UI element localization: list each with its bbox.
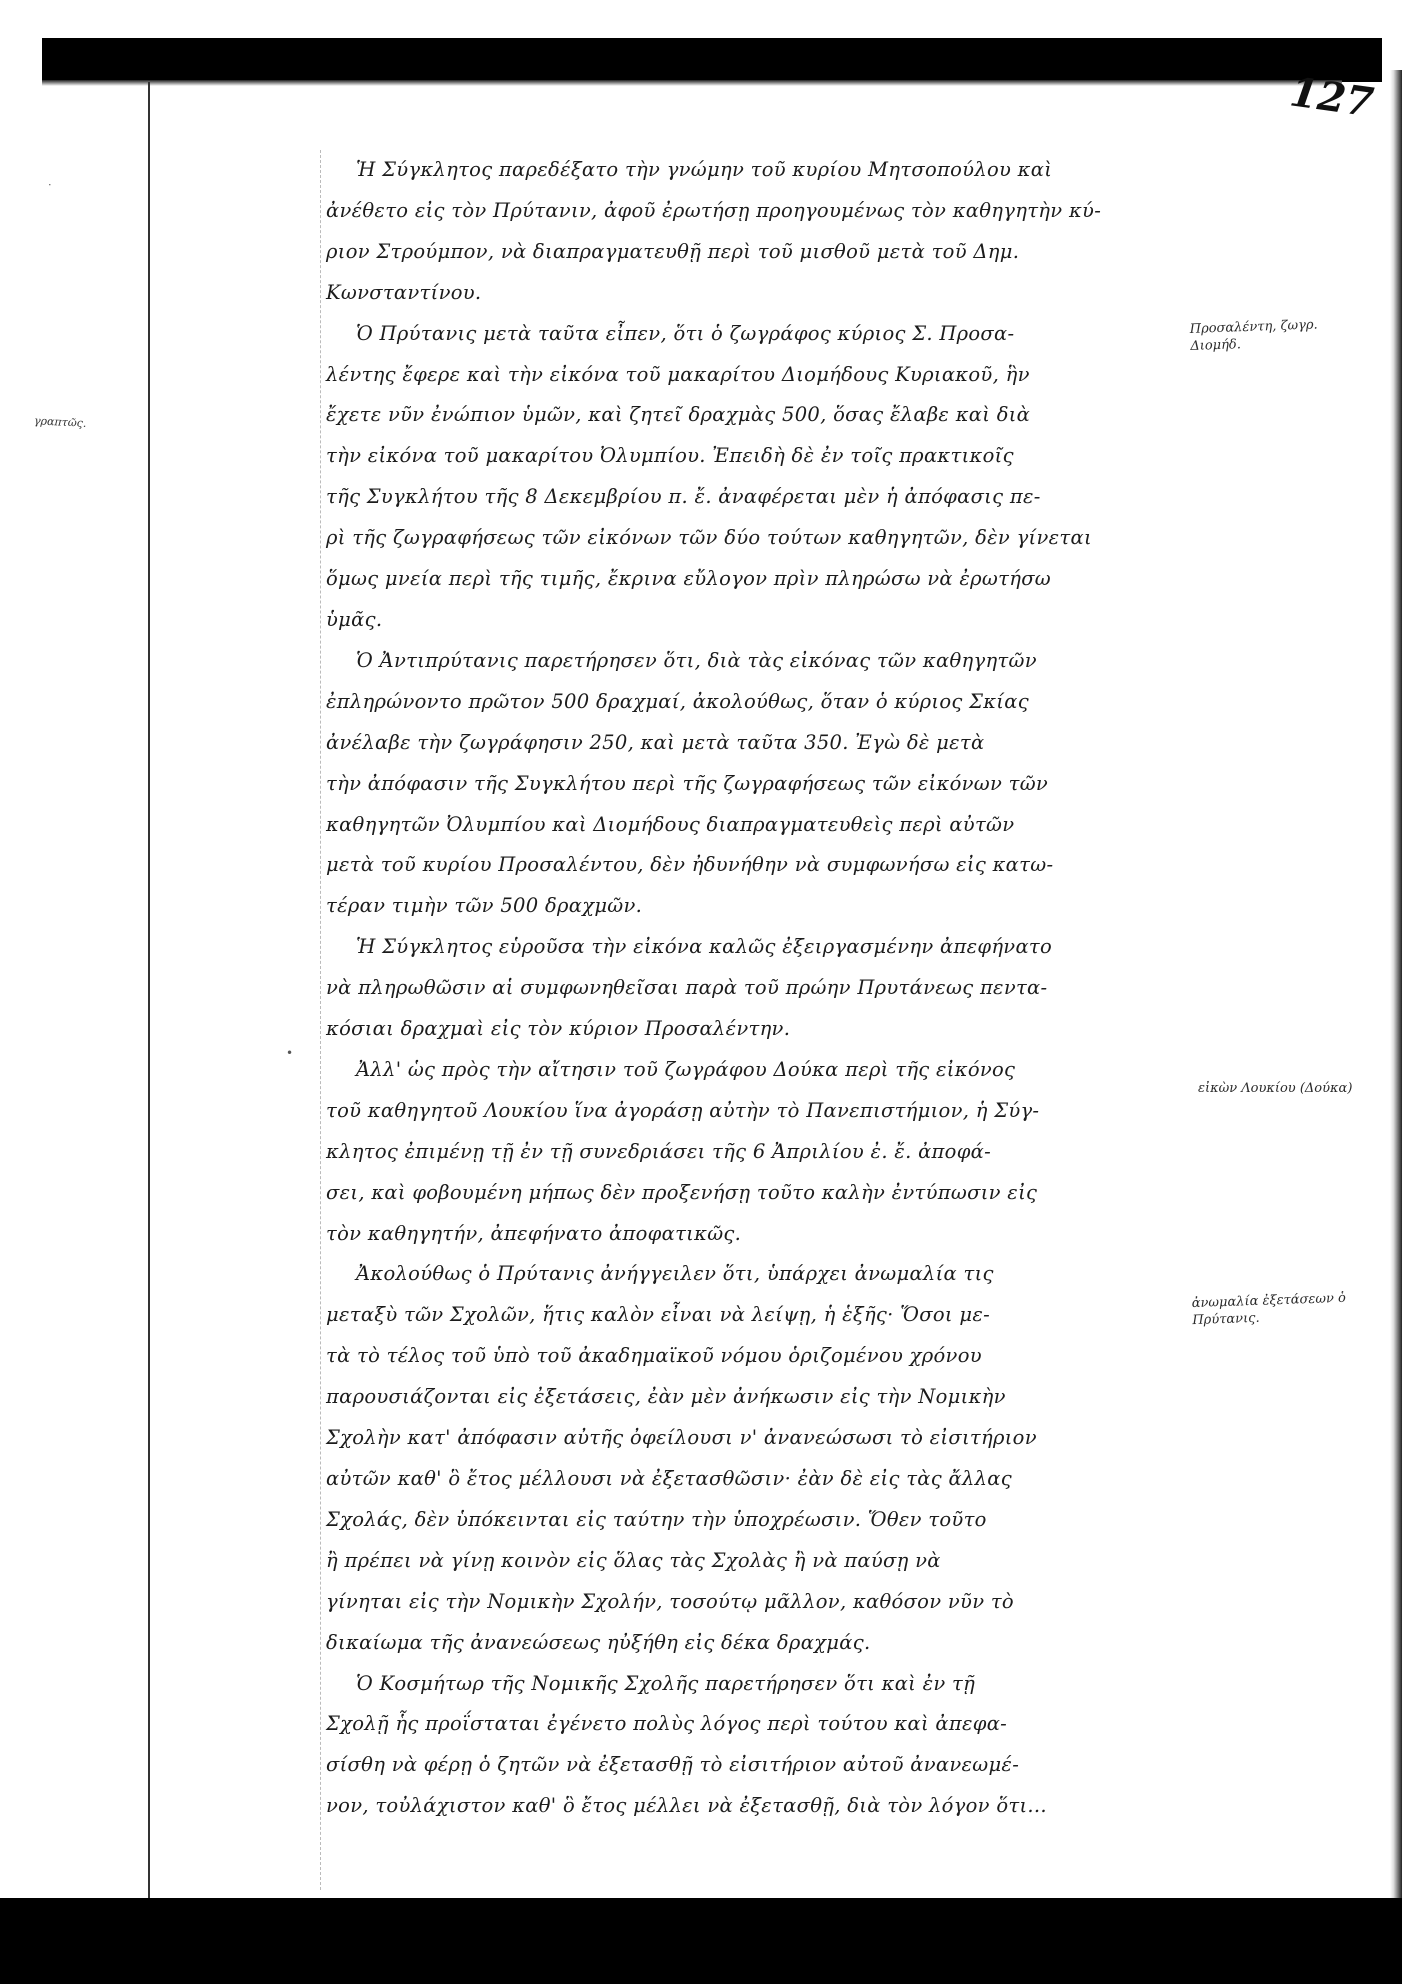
paragraph: Ἀκολούθως ὁ Πρύτανις ἀνήγγειλεν ὅτι, ὑπάρχει ἀνωμαλία τις μεταξὺ τῶν Σχολῶν, ἥτις καλὸν εἶναι νὰ λείψῃ, ἡ ἑξῆς· Ὅσοι με- τὰ τὸ τέλος τοῦ ὑπὸ τοῦ ἀκαδημαϊκοῦ νόμου ὁριζομένου χρόνου παρουσιάζονται εἰς ἐξετάσεις, ἐὰν μὲν ἀνήκωσιν εἰς τὴν Νομικὴν Σχολὴν κατ' ἀπόφασιν αὐτῆς ὀφείλουσι ν' ἀνανεώσωσι τὸ εἰσιτήριον αὐτῶν καθ' ὃ ἔτος μέλλουσι νὰ ἐξετασθῶσιν· ἐὰν δὲ εἰς τὰς ἄλλας Σχολάς, δὲν ὑπόκεινται εἰς ταύτην τὴν ὑποχρέωσιν. Ὅθεν τοῦτο ἢ πρέπει νὰ γίνῃ κοινὸν εἰς ὅλας τὰς Σχολὰς ἢ νὰ παύσῃ νὰ γίνηται εἰς τὴν Νομικὴν Σχολήν, τοσούτῳ μᾶλλον, καθόσον νῦν τὸ δικαίωμα τῆς ἀνανεώσεως ηὐξήθη εἰς δέκα δραχμάς.: [326, 1262, 1037, 1654]
scan-border-bottom: [0, 1898, 1402, 1984]
paragraph: Ἀλλ' ὡς πρὸς τὴν αἴτησιν τοῦ ζωγράφου Δούκα περὶ τῆς εἰκόνος τοῦ καθηγητοῦ Λουκίου ἵνα ἀγοράσῃ αὐτὴν τὸ Πανεπιστήμιον, ἡ Σύγ- κλητος ἐπιμένῃ τῇ ἐν τῇ συνεδριάσει τῆς 6 Ἀπριλίου ἐ. ἔ. ἀποφά- σει, καὶ φοβουμένη μήπως δὲν προξενήσῃ τοῦτο καλὴν ἐντύπωσιν εἰς τὸν καθηγητήν, ἀπεφήνατο ἀποφατικῶς.: [326, 1057, 1040, 1245]
margin-note: Προσαλέντη, ζωγρ. Διομήδ.: [1189, 317, 1318, 354]
paragraph: Ὁ Κοσμήτωρ τῆς Νομικῆς Σχολῆς παρετήρησεν ὅτι καὶ ἐν τῇ Σχολῇ ἧς προΐσταται ἐγένετο πολὺς λόγος περὶ τούτου καὶ ἀπεφα- σίσθη νὰ φέρῃ ὁ ζητῶν νὰ ἐξετασθῇ τὸ εἰσιτήριον αὐτοῦ ἀνανεωμέ- νον, τοὐλάχιστον καθ' ὃ ἔτος μέλλει νὰ ἐξετασθῇ, διὰ τὸν λόγον ὅτι...: [326, 1671, 1047, 1818]
left-margin-note: γραπτῶς.: [33, 414, 87, 430]
paragraph: Ἡ Σύγκλητος εὑροῦσα τὴν εἰκόνα καλῶς ἐξειργασμένην ἀπεφήνατο νὰ πληρωθῶσιν αἱ συμφωνηθεῖσαι παρὰ τοῦ πρώην Πρυτάνεως πεντα- κόσιαι δραχμαὶ εἰς τὸν κύριον Προσαλέντην.: [326, 935, 1053, 1041]
paragraph: Ὁ Πρύτανις μετὰ ταῦτα εἶπεν, ὅτι ὁ ζωγράφος κύριος Σ. Προσα- λέντης ἔφερε καὶ τὴν εἰκόνα τοῦ μακαρίτου Διομήδους Κυριακοῦ, ἣν ἔχετε νῦν ἐνώπιον ὑμῶν, καὶ ζητεῖ δραχμὰς 500, ὅσας ἔλαβε καὶ διὰ τὴν εἰκόνα τοῦ μακαρίτου Ὀλυμπίου. Ἐπειδὴ δὲ ἐν τοῖς πρακτικοῖς τῆς Συγκλήτου τῆς 8 Δεκεμβρίου π. ἔ. ἀναφέρεται μὲν ἡ ἀπόφασις πε- ρὶ τῆς ζωγραφήσεως τῶν εἰκόνων τῶν δύο τούτων καθηγητῶν, δὲν γίνεται ὅμως μνεία περὶ τῆς τιμῆς, ἔκρινα εὔλογον πρὶν πληρώσω νὰ ἐρωτήσω ὑμᾶς.: [326, 321, 1092, 631]
paragraph: Ὁ Ἀντιπρύτανις παρετήρησεν ὅτι, διὰ τὰς εἰκόνας τῶν καθηγητῶν ἐπληρώνοντο πρῶτον 500 δραχμαί, ἀκολούθως, ὅταν ὁ κύριος Σκίας ἀνέλαβε τὴν ζωγράφησιν 250, καὶ μετὰ ταῦτα 350. Ἐγὼ δὲ μετὰ τὴν ἀπόφασιν τῆς Συγκλήτου περὶ τῆς ζωγραφήσεως τῶν εἰκόνων τῶν καθηγητῶν Ὀλυμπίου καὶ Διομήδους διαπραγματευθεὶς περὶ αὐτῶν μετὰ τοῦ κυρίου Προσαλέντου, δὲν ἠδυνήθην νὰ συμφωνήσω εἰς κατω- τέραν τιμὴν τῶν 500 δραχμῶν.: [326, 648, 1054, 918]
ink-speck: •: [286, 1046, 294, 1060]
margin-rule: [320, 150, 322, 1890]
page-number: 127: [1287, 68, 1377, 127]
margin-note: εἰκὼν Λουκίου (Δούκα): [1198, 1081, 1353, 1096]
margin-note: ἀνωμαλία ἐξετάσεων ὁ Πρύτανις.: [1191, 1290, 1347, 1329]
manuscript-body: [326, 150, 1178, 1827]
paragraph: Ἡ Σύγκλητος παρεδέξατο τὴν γνώμην τοῦ κυρίου Μητσοπούλου καὶ ἀνέθετο εἰς τὸν Πρύτανιν, ἀφοῦ ἐρωτήσῃ προηγουμένως τὸν καθηγητὴν κύ- ριον Στρούμπον, νὰ διαπραγματευθῇ περὶ τοῦ μισθοῦ μετὰ τοῦ Δημ. Κωνσταντίνου.: [326, 158, 1102, 304]
scan-border-top: [42, 38, 1382, 82]
ink-speck: ᐧ: [48, 178, 52, 192]
scan-border-right: [1390, 70, 1402, 1898]
